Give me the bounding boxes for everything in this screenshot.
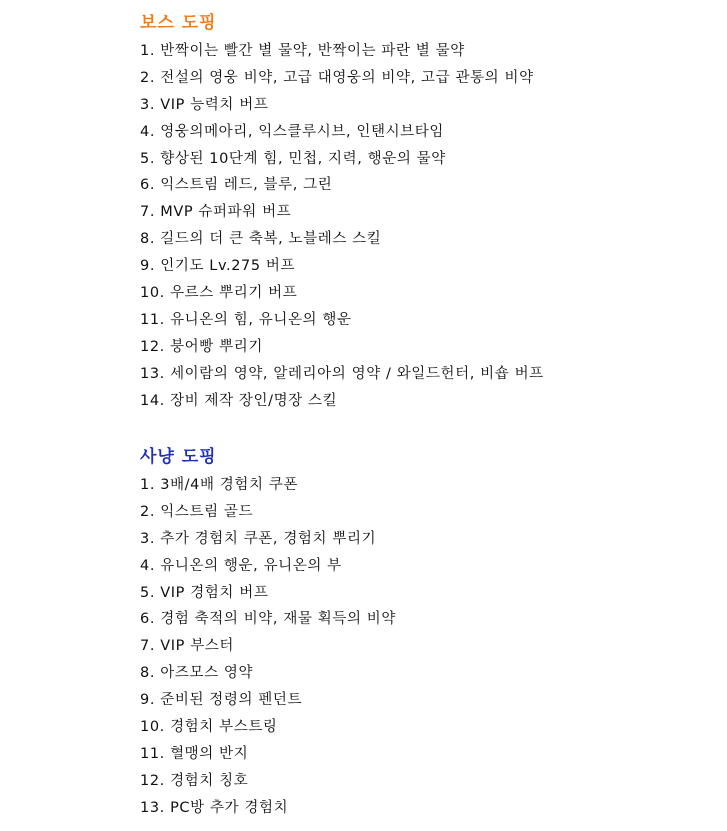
- hunting-doping-list: [140, 472, 720, 822]
- hunt-list-item: 3. 추가 경험치 쿠폰, 경험치 뿌리기: [140, 530, 377, 547]
- boss-list-item: 11. 유니온의 힘, 유니온의 행운: [140, 311, 352, 328]
- hunting-doping-title: 사냥 도핑: [140, 447, 217, 467]
- boss-list-item: 6. 익스트림 레드, 블루, 그린: [140, 177, 333, 194]
- hunt-list-item: 8. 아즈모스 영약: [140, 665, 254, 682]
- hunting-doping-section: [140, 442, 720, 822]
- hunt-list-item: 11. 혈맹의 반지: [140, 745, 249, 762]
- boss-list-item: 4. 영웅의메아리, 익스클루시브, 인탠시브타임: [140, 123, 445, 140]
- hunt-list-item: 6. 경험 축적의 비약, 재물 획득의 비약: [140, 611, 396, 628]
- hunt-list-item: 12. 경험치 칭호: [140, 772, 249, 789]
- boss-list-item: 1. 반짝이는 빨간 별 물약, 반짝이는 파란 별 물약: [140, 43, 465, 59]
- boss-doping-title: 보스 도핑: [140, 13, 217, 33]
- boss-list-item: 3. VIP 능력치 버프: [140, 96, 269, 113]
- hunt-list-item: 5. VIP 경험치 버프: [140, 584, 269, 601]
- hunt-list-item: 10. 경험치 부스트링: [140, 719, 278, 736]
- hunt-list-item: 4. 유니온의 행운, 유니온의 부: [140, 557, 342, 574]
- hunt-list-item: 1. 3배/4배 경험치 쿠폰: [140, 477, 299, 493]
- boss-list-item: 2. 전설의 영웅 비약, 고급 대영웅의 비약, 고급 관통의 비약: [140, 69, 534, 86]
- hunt-list-item: 2. 익스트림 골드: [140, 503, 254, 520]
- boss-list-item: 10. 우르스 뿌리기 버프: [140, 285, 298, 302]
- hunt-list-item: 9. 준비된 정령의 펜던트: [140, 692, 303, 709]
- boss-doping-section: [140, 8, 720, 414]
- hunt-list-item: 7. VIP 부스터: [140, 638, 235, 655]
- boss-list-item: 14. 장비 제작 장인/명장 스킬: [140, 392, 338, 409]
- boss-list-item: 9. 인기도 Lv.275 버프: [140, 258, 296, 275]
- boss-list-item: 7. MVP 슈퍼파워 버프: [140, 204, 292, 221]
- boss-list-item: 12. 붕어빵 뿌리기: [140, 338, 263, 355]
- hunt-list-item: 13. PC방 추가 경험치: [140, 799, 289, 816]
- boss-list-item: 13. 세이람의 영약, 알레리아의 영약 / 와일드헌터, 비숍 버프: [140, 365, 544, 382]
- boss-doping-list: [140, 38, 720, 414]
- boss-list-item: 5. 향상된 10단계 힘, 민첩, 지력, 행운의 물약: [140, 150, 446, 167]
- boss-list-item: 8. 길드의 더 큰 축복, 노블레스 스킬: [140, 231, 382, 248]
